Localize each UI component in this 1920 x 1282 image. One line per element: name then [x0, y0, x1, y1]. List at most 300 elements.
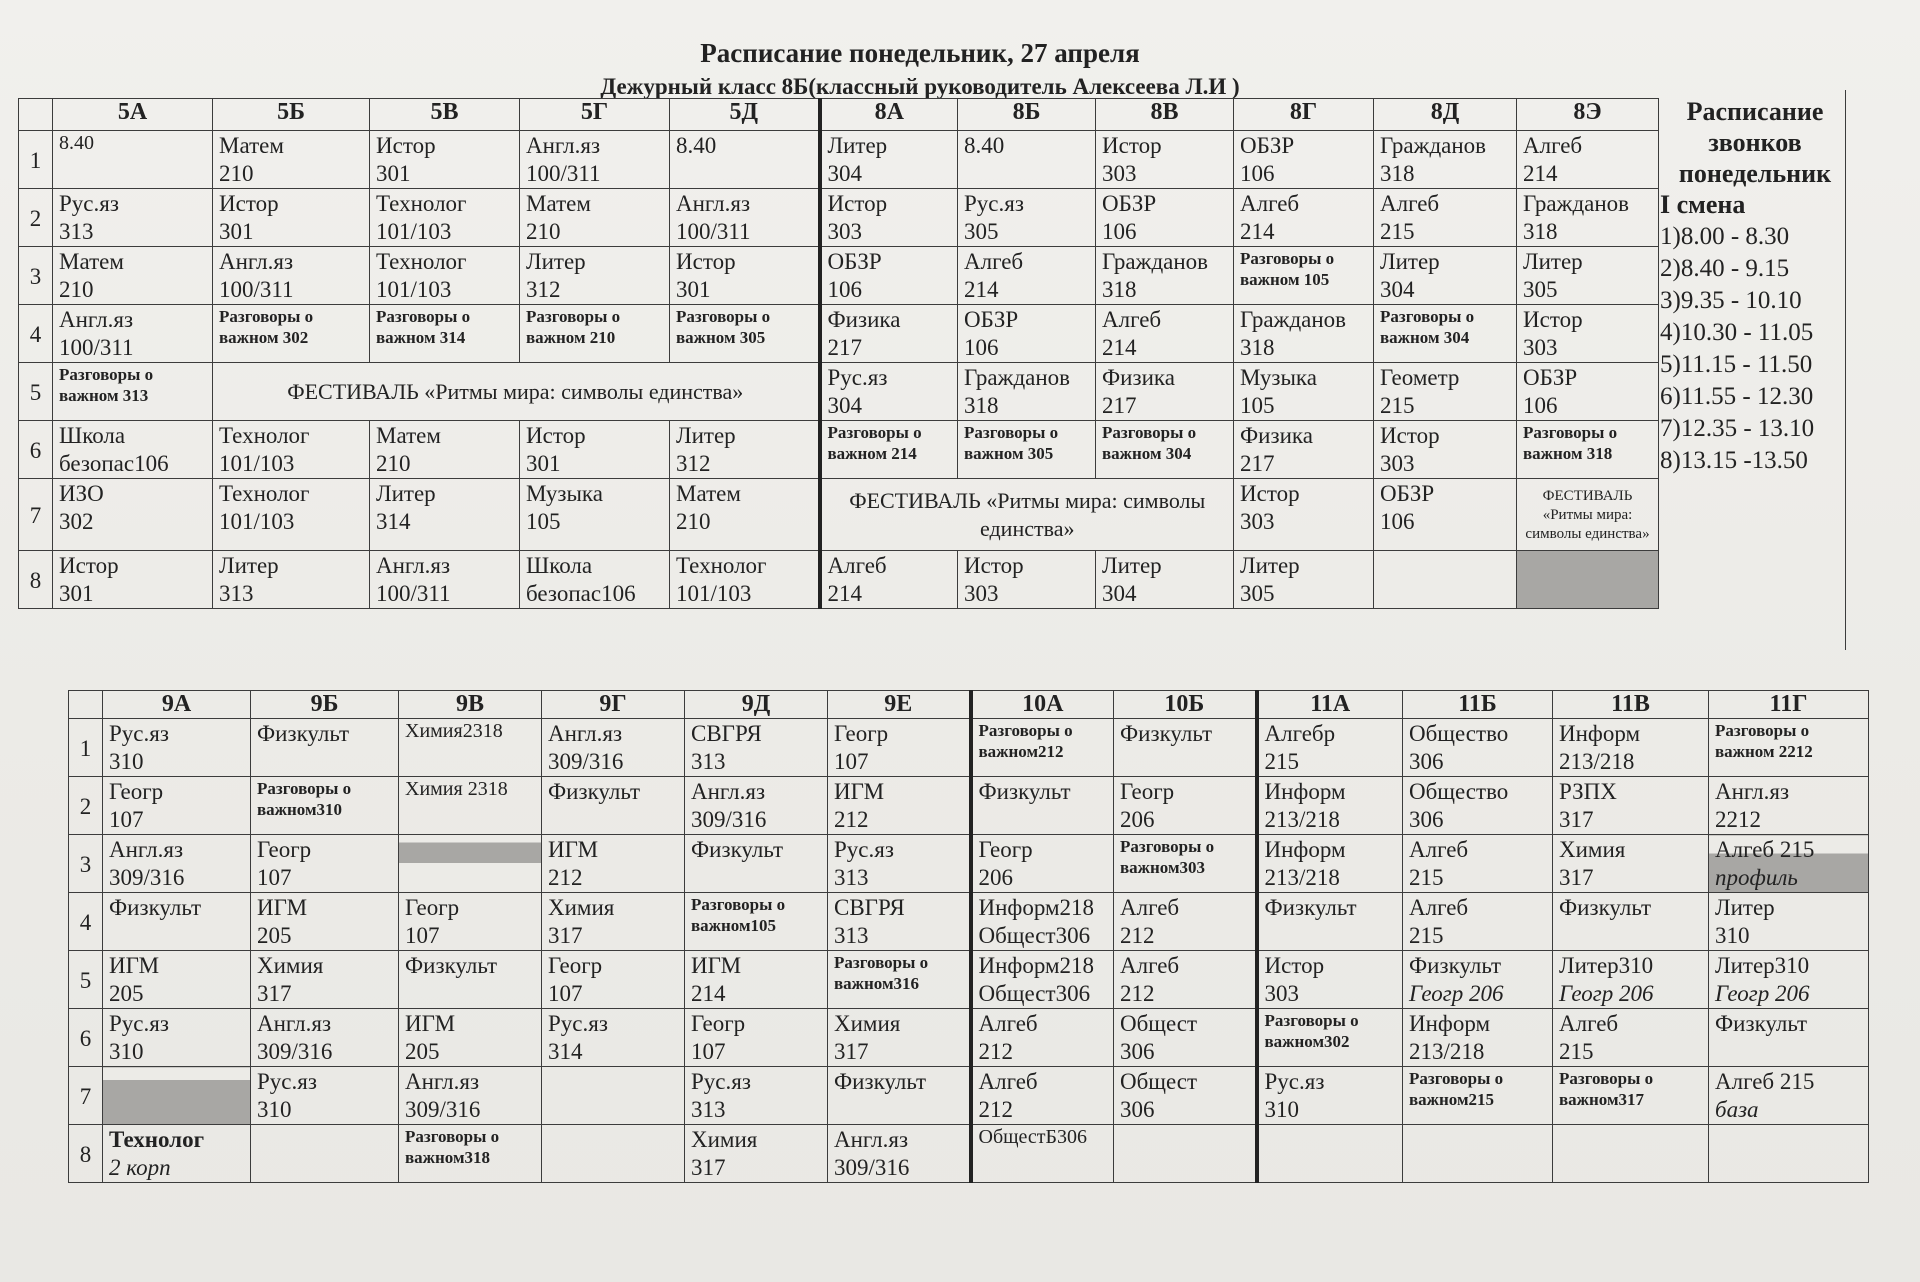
lesson-cell — [1709, 1009, 1869, 1067]
lesson-cell — [53, 305, 213, 363]
lesson-cell — [103, 835, 251, 893]
lesson-room: 317 — [1559, 865, 1594, 890]
period-number: 6 — [69, 1009, 103, 1067]
lesson-cell — [1257, 777, 1403, 835]
lesson-subject: Разговоры о важном 314 — [376, 307, 471, 347]
lesson-cell — [370, 131, 520, 189]
lesson-room: 306 — [1120, 1039, 1155, 1064]
lesson-room: 313 — [219, 581, 254, 606]
class-header-row — [19, 99, 1659, 131]
lesson-subject: Физика — [827, 307, 901, 332]
lesson-cell — [971, 893, 1114, 951]
lesson-cell — [251, 835, 399, 893]
lesson-room: 100/311 — [526, 161, 601, 186]
lesson-cell — [1403, 835, 1553, 893]
talk-cell — [971, 719, 1114, 777]
lesson-cell — [251, 893, 399, 951]
lesson-cell — [1553, 1009, 1709, 1067]
talk-cell — [820, 421, 958, 479]
lesson-room: база — [1715, 1097, 1759, 1122]
lesson-room: 107 — [257, 865, 292, 890]
period-row — [19, 247, 1659, 305]
lesson-room: 301 — [59, 581, 94, 606]
lesson-cell — [1403, 719, 1553, 777]
class-header: 9Е — [828, 691, 971, 719]
lesson-room: 210 — [219, 161, 254, 186]
class-header-row — [69, 691, 1869, 719]
lesson-room: 305 — [964, 219, 999, 244]
lesson-room: 214 — [827, 581, 862, 606]
lesson-subject: Химия — [257, 953, 324, 978]
lesson-subject: ИГМ — [257, 895, 308, 920]
lesson-cell — [670, 421, 820, 479]
lesson-room: 310 — [109, 1039, 144, 1064]
lesson-room: 215 — [1264, 749, 1299, 774]
page-title: Расписание понедельник, 27 апреля — [700, 38, 1140, 68]
class-header: 9А — [103, 691, 251, 719]
lesson-cell — [1517, 551, 1659, 609]
lesson-subject: ФЕСТИВАЛЬ «Ритмы мира: символы единства» — [287, 379, 744, 404]
lesson-room: 215 — [1409, 865, 1444, 890]
lesson-cell — [828, 1009, 971, 1067]
talk-cell — [1403, 1067, 1553, 1125]
lesson-subject: Музыка — [526, 481, 603, 506]
lesson-cell — [1114, 1125, 1257, 1183]
lesson-room: 212 — [1120, 981, 1155, 1006]
lesson-room: 205 — [109, 981, 144, 1006]
lesson-room: 100/311 — [219, 277, 294, 302]
period-row — [69, 893, 1869, 951]
class-header: 11Б — [1403, 691, 1553, 719]
lesson-cell — [1114, 1009, 1257, 1067]
lesson-subject: Литер — [1240, 553, 1300, 578]
festival-cell — [213, 363, 820, 421]
lesson-room: 301 — [219, 219, 254, 244]
lesson-room: 304 — [1102, 581, 1137, 606]
schedule-table-bottom — [68, 690, 1869, 1183]
class-header: 8Г — [1234, 99, 1374, 131]
lesson-cell — [1096, 551, 1234, 609]
lesson-room: 313 — [834, 923, 869, 948]
lesson-room: 106 — [964, 335, 999, 360]
period-number: 2 — [19, 189, 53, 247]
class-header: 9Б — [251, 691, 399, 719]
lesson-subject: Разговоры о важном 305 — [676, 307, 771, 347]
lesson-subject: 8.40 — [676, 133, 717, 158]
lesson-subject: Англ.яз — [691, 779, 766, 804]
lesson-cell — [251, 1009, 399, 1067]
lesson-subject: Геогр — [834, 721, 889, 746]
lesson-subject: Литер310 — [1559, 953, 1654, 978]
lesson-subject: ОБЗР — [1380, 481, 1435, 506]
period-row — [19, 305, 1659, 363]
class-header: 5Б — [213, 99, 370, 131]
lesson-subject: Общество — [1409, 779, 1509, 804]
lesson-cell — [1403, 893, 1553, 951]
lesson-room: 318 — [1102, 277, 1137, 302]
period-row — [19, 131, 1659, 189]
period-number: 4 — [69, 893, 103, 951]
lesson-room: 100/311 — [376, 581, 451, 606]
lesson-subject: Гражданов — [964, 365, 1071, 390]
lesson-cell — [53, 247, 213, 305]
lesson-room: 214 — [1523, 161, 1558, 186]
schedule-table-top — [18, 98, 1659, 609]
lesson-cell — [670, 247, 820, 305]
lesson-subject: Англ.яз — [834, 1127, 909, 1152]
talk-cell — [958, 421, 1096, 479]
lesson-room: 302 — [59, 509, 94, 534]
class-header: 10Б — [1114, 691, 1257, 719]
lesson-cell — [520, 551, 670, 609]
lesson-cell — [1517, 189, 1659, 247]
lesson-room: 313 — [691, 749, 726, 774]
class-header: 5А — [53, 99, 213, 131]
period-row — [19, 363, 1659, 421]
talk-cell — [670, 305, 820, 363]
lesson-subject: Рус.яз — [827, 365, 888, 390]
talk-cell — [1553, 1067, 1709, 1125]
lesson-room: 101/103 — [676, 581, 752, 606]
lesson-subject: Разговоры о важном 2212 — [1715, 721, 1813, 761]
lesson-subject: Технолог — [376, 249, 467, 274]
lesson-subject: ИГМ — [548, 837, 599, 862]
lesson-subject: Музыка — [1240, 365, 1317, 390]
period-row — [19, 189, 1659, 247]
lesson-cell — [1374, 247, 1517, 305]
class-header: 5В — [370, 99, 520, 131]
lesson-room: 217 — [827, 335, 862, 360]
festival-cell — [1517, 479, 1659, 551]
lesson-room: 106 — [827, 277, 862, 302]
lesson-subject: СВГРЯ — [691, 721, 762, 746]
lesson-cell — [1403, 951, 1553, 1009]
lesson-room: 217 — [1240, 451, 1275, 476]
lesson-room: 213/218 — [1559, 749, 1635, 774]
lesson-subject: Разговоры о важном212 — [978, 721, 1073, 761]
lesson-cell — [670, 551, 820, 609]
lesson-subject: Физкульт — [257, 721, 350, 746]
lesson-room: 312 — [676, 451, 711, 476]
lesson-subject: Геогр — [691, 1011, 746, 1036]
period-number: 4 — [19, 305, 53, 363]
lesson-cell — [542, 719, 685, 777]
period-row — [69, 835, 1869, 893]
lesson-cell — [1234, 189, 1374, 247]
lesson-cell — [370, 247, 520, 305]
lesson-subject: Истор — [827, 191, 888, 216]
lesson-subject: Технолог — [219, 481, 310, 506]
lesson-room: 212 — [548, 865, 583, 890]
lesson-cell — [53, 131, 213, 189]
lesson-subject: Литер310 — [1715, 953, 1810, 978]
lesson-cell — [1709, 893, 1869, 951]
lesson-subject: Рус.яз — [109, 1011, 169, 1036]
lesson-cell — [1553, 1125, 1709, 1183]
lesson-cell — [1096, 247, 1234, 305]
talk-cell — [1374, 305, 1517, 363]
lesson-subject: Разговоры о важном215 — [1409, 1069, 1504, 1109]
lesson-subject: Алгеб 215 — [1715, 837, 1815, 862]
lesson-cell — [820, 305, 958, 363]
lesson-cell — [1234, 363, 1374, 421]
lesson-cell — [685, 1067, 828, 1125]
lesson-subject: Алгеб — [978, 1011, 1038, 1036]
lesson-subject: Физкульт — [978, 779, 1071, 804]
lesson-cell — [1517, 305, 1659, 363]
talk-cell — [1096, 421, 1234, 479]
lesson-room: 106 — [1380, 509, 1415, 534]
lesson-subject: Алгебр — [1264, 721, 1336, 746]
lesson-subject: Матем — [676, 481, 741, 506]
lesson-room: 101/103 — [376, 219, 452, 244]
period-row — [69, 777, 1869, 835]
lesson-room: 317 — [257, 981, 292, 1006]
lesson-subject: Истор — [376, 133, 436, 158]
lesson-subject: Гражданов — [1102, 249, 1209, 274]
lesson-cell — [542, 1125, 685, 1183]
lesson-cell — [103, 1009, 251, 1067]
lesson-cell — [971, 777, 1114, 835]
lesson-subject: Англ.яз — [548, 721, 623, 746]
lesson-room: 107 — [548, 981, 583, 1006]
class-header: 8В — [1096, 99, 1234, 131]
lesson-subject: 8.40 — [59, 132, 94, 154]
lesson-cell — [542, 893, 685, 951]
bell-shift-label: I смена — [1660, 190, 1746, 219]
lesson-subject: Химия — [548, 895, 615, 920]
lesson-room: 318 — [1523, 219, 1558, 244]
lesson-room: 304 — [827, 393, 862, 418]
lesson-subject: Алгеб 215 — [1715, 1069, 1815, 1094]
lesson-room: 107 — [405, 923, 440, 948]
lesson-room: 101/103 — [219, 451, 295, 476]
lesson-subject: ОБЗР — [1523, 365, 1578, 390]
corner-cell — [19, 99, 53, 131]
lesson-subject: Разговоры о важном 304 — [1102, 423, 1197, 463]
lesson-subject: Разговоры о важном 105 — [1240, 249, 1335, 289]
lesson-subject: ОБЗР — [964, 307, 1019, 332]
talk-cell — [1234, 247, 1374, 305]
lesson-cell — [971, 835, 1114, 893]
lesson-cell — [53, 479, 213, 551]
lesson-cell — [399, 777, 542, 835]
lesson-subject: Общест — [1120, 1069, 1198, 1094]
lesson-subject: Алгеб — [1409, 895, 1469, 920]
lesson-cell — [820, 363, 958, 421]
lesson-cell — [958, 305, 1096, 363]
talk-cell — [53, 363, 213, 421]
lesson-subject: Англ.яз — [526, 133, 601, 158]
lesson-cell — [370, 189, 520, 247]
lesson-subject: Англ.яз — [376, 553, 451, 578]
lesson-subject: ИГМ — [109, 953, 160, 978]
lesson-cell — [1257, 951, 1403, 1009]
lesson-room: 213/218 — [1409, 1039, 1485, 1064]
lesson-subject: Технолог — [376, 191, 467, 216]
bell-time: 2)8.40 - 9.15 — [1660, 255, 1790, 282]
lesson-subject: Литер — [1523, 249, 1583, 274]
lesson-cell — [971, 1067, 1114, 1125]
lesson-subject: Истор — [1523, 307, 1583, 332]
lesson-cell — [399, 1067, 542, 1125]
lesson-room: 2212 — [1715, 807, 1761, 832]
lesson-cell — [1257, 1067, 1403, 1125]
period-number: 5 — [69, 951, 103, 1009]
lesson-subject: Технолог — [676, 553, 767, 578]
lesson-cell — [213, 421, 370, 479]
lesson-cell — [1096, 363, 1234, 421]
lesson-room: 303 — [1380, 451, 1415, 476]
lesson-subject: Алгеб — [1120, 953, 1180, 978]
lesson-subject: Геогр — [548, 953, 603, 978]
lesson-room: 318 — [1380, 161, 1415, 186]
lesson-subject: Физкульт — [1559, 895, 1652, 920]
lesson-cell — [542, 777, 685, 835]
period-number: 8 — [69, 1125, 103, 1183]
lesson-room: 105 — [1240, 393, 1275, 418]
lesson-subject: Геогр — [1120, 779, 1175, 804]
lesson-room: 101/103 — [219, 509, 295, 534]
lesson-subject: РЗПХ — [1559, 779, 1617, 804]
lesson-cell — [1374, 421, 1517, 479]
lesson-room: 317 — [1559, 807, 1594, 832]
lesson-cell — [1096, 305, 1234, 363]
lesson-cell — [1257, 719, 1403, 777]
lesson-subject: Англ.яз — [219, 249, 294, 274]
lesson-subject: Информ — [1559, 721, 1641, 746]
lesson-subject: Химия — [691, 1127, 758, 1152]
lesson-cell — [1257, 1125, 1403, 1183]
lesson-subject: Технолог — [109, 1127, 205, 1152]
class-header: 11А — [1257, 691, 1403, 719]
lesson-cell — [820, 189, 958, 247]
lesson-subject: Разговоры о важном 313 — [59, 365, 154, 405]
lesson-room: 214 — [1240, 219, 1275, 244]
lesson-subject: Алгеб — [1559, 1011, 1619, 1036]
lesson-cell — [1114, 719, 1257, 777]
lesson-cell — [1374, 551, 1517, 609]
lesson-cell — [1234, 421, 1374, 479]
lesson-subject: Разговоры о важном 304 — [1380, 307, 1475, 347]
class-header: 5Г — [520, 99, 670, 131]
lesson-room: 210 — [376, 451, 411, 476]
lesson-cell — [213, 247, 370, 305]
lesson-room: 313 — [834, 865, 869, 890]
lesson-subject: СВГРЯ — [834, 895, 905, 920]
lesson-room: 214 — [691, 981, 726, 1006]
lesson-cell — [103, 893, 251, 951]
lesson-room: 309/316 — [691, 807, 767, 832]
lesson-subject: Литер — [1380, 249, 1440, 274]
lesson-cell — [1553, 893, 1709, 951]
lesson-room: 309/316 — [834, 1155, 910, 1180]
lesson-cell — [1403, 1125, 1553, 1183]
lesson-cell — [1234, 131, 1374, 189]
lesson-room: Общест306 — [978, 981, 1091, 1006]
lesson-subject: Физкульт — [1409, 953, 1502, 978]
lesson-cell — [399, 893, 542, 951]
lesson-cell — [251, 719, 399, 777]
lesson-cell — [213, 131, 370, 189]
lesson-subject: Геогр — [978, 837, 1033, 862]
lesson-subject: Разговоры о важном 302 — [219, 307, 314, 347]
lesson-subject: Алгеб — [1102, 307, 1162, 332]
lesson-room: 303 — [1264, 981, 1299, 1006]
lesson-room: 107 — [691, 1039, 726, 1064]
lesson-subject: Разговоры о важном310 — [257, 779, 352, 819]
lesson-subject: Физика — [1102, 365, 1175, 390]
lesson-cell — [828, 777, 971, 835]
lesson-subject: Школа — [526, 553, 593, 578]
lesson-subject: Матем — [526, 191, 591, 216]
lesson-cell — [1553, 719, 1709, 777]
lesson-room: 309/316 — [109, 865, 185, 890]
lesson-room: 215 — [1380, 393, 1415, 418]
lesson-room: 303 — [827, 219, 862, 244]
lesson-subject: Алгеб — [978, 1069, 1038, 1094]
lesson-room: 217 — [1102, 393, 1137, 418]
lesson-room: 107 — [109, 807, 144, 832]
lesson-subject: Геогр — [109, 779, 164, 804]
lesson-room: безопас106 — [59, 451, 169, 476]
talk-cell — [399, 1125, 542, 1183]
lesson-cell — [1114, 777, 1257, 835]
period-number: 6 — [19, 421, 53, 479]
lesson-room: 206 — [978, 865, 1013, 890]
lesson-subject: Разговоры о важном316 — [834, 953, 929, 993]
lesson-subject: Разговоры о важном302 — [1264, 1011, 1359, 1051]
lesson-room: 318 — [1240, 335, 1275, 360]
lesson-cell — [1709, 951, 1869, 1009]
period-number: 7 — [19, 479, 53, 551]
lesson-cell — [399, 951, 542, 1009]
lesson-subject: Физкульт — [1120, 721, 1213, 746]
lesson-room: 313 — [691, 1097, 726, 1122]
lesson-cell — [1517, 131, 1659, 189]
lesson-room: 303 — [1523, 335, 1558, 360]
lesson-cell — [971, 1125, 1114, 1183]
lesson-subject: Рус.яз — [964, 191, 1024, 216]
lesson-subject: Школа — [59, 423, 126, 448]
lesson-cell — [820, 247, 958, 305]
talk-cell — [828, 951, 971, 1009]
lesson-subject: Алгеб — [964, 249, 1024, 274]
bell-time: 8)13.15 -13.50 — [1660, 447, 1808, 474]
lesson-cell — [1257, 893, 1403, 951]
lesson-subject: Физкульт — [405, 953, 498, 978]
lesson-cell — [520, 189, 670, 247]
lesson-subject: Физика — [1240, 423, 1313, 448]
lesson-subject: Информ — [1264, 779, 1346, 804]
lesson-subject: Химия2318 — [405, 720, 503, 742]
class-header: 10А — [971, 691, 1114, 719]
lesson-subject: Разговоры о важном 318 — [1523, 423, 1618, 463]
lesson-subject: ОБЗР — [827, 249, 882, 274]
talk-cell — [685, 893, 828, 951]
class-header: 8Б — [958, 99, 1096, 131]
lesson-cell — [820, 551, 958, 609]
lesson-subject: Гражданов — [1240, 307, 1347, 332]
talk-cell — [1257, 1009, 1403, 1067]
lesson-subject: Рус.яз — [109, 721, 169, 746]
lesson-subject: Литер — [1102, 553, 1162, 578]
class-header: 8Д — [1374, 99, 1517, 131]
lesson-subject: Разговоры о важном317 — [1559, 1069, 1654, 1109]
class-header: 9Д — [685, 691, 828, 719]
lesson-cell — [53, 189, 213, 247]
period-row — [69, 951, 1869, 1009]
